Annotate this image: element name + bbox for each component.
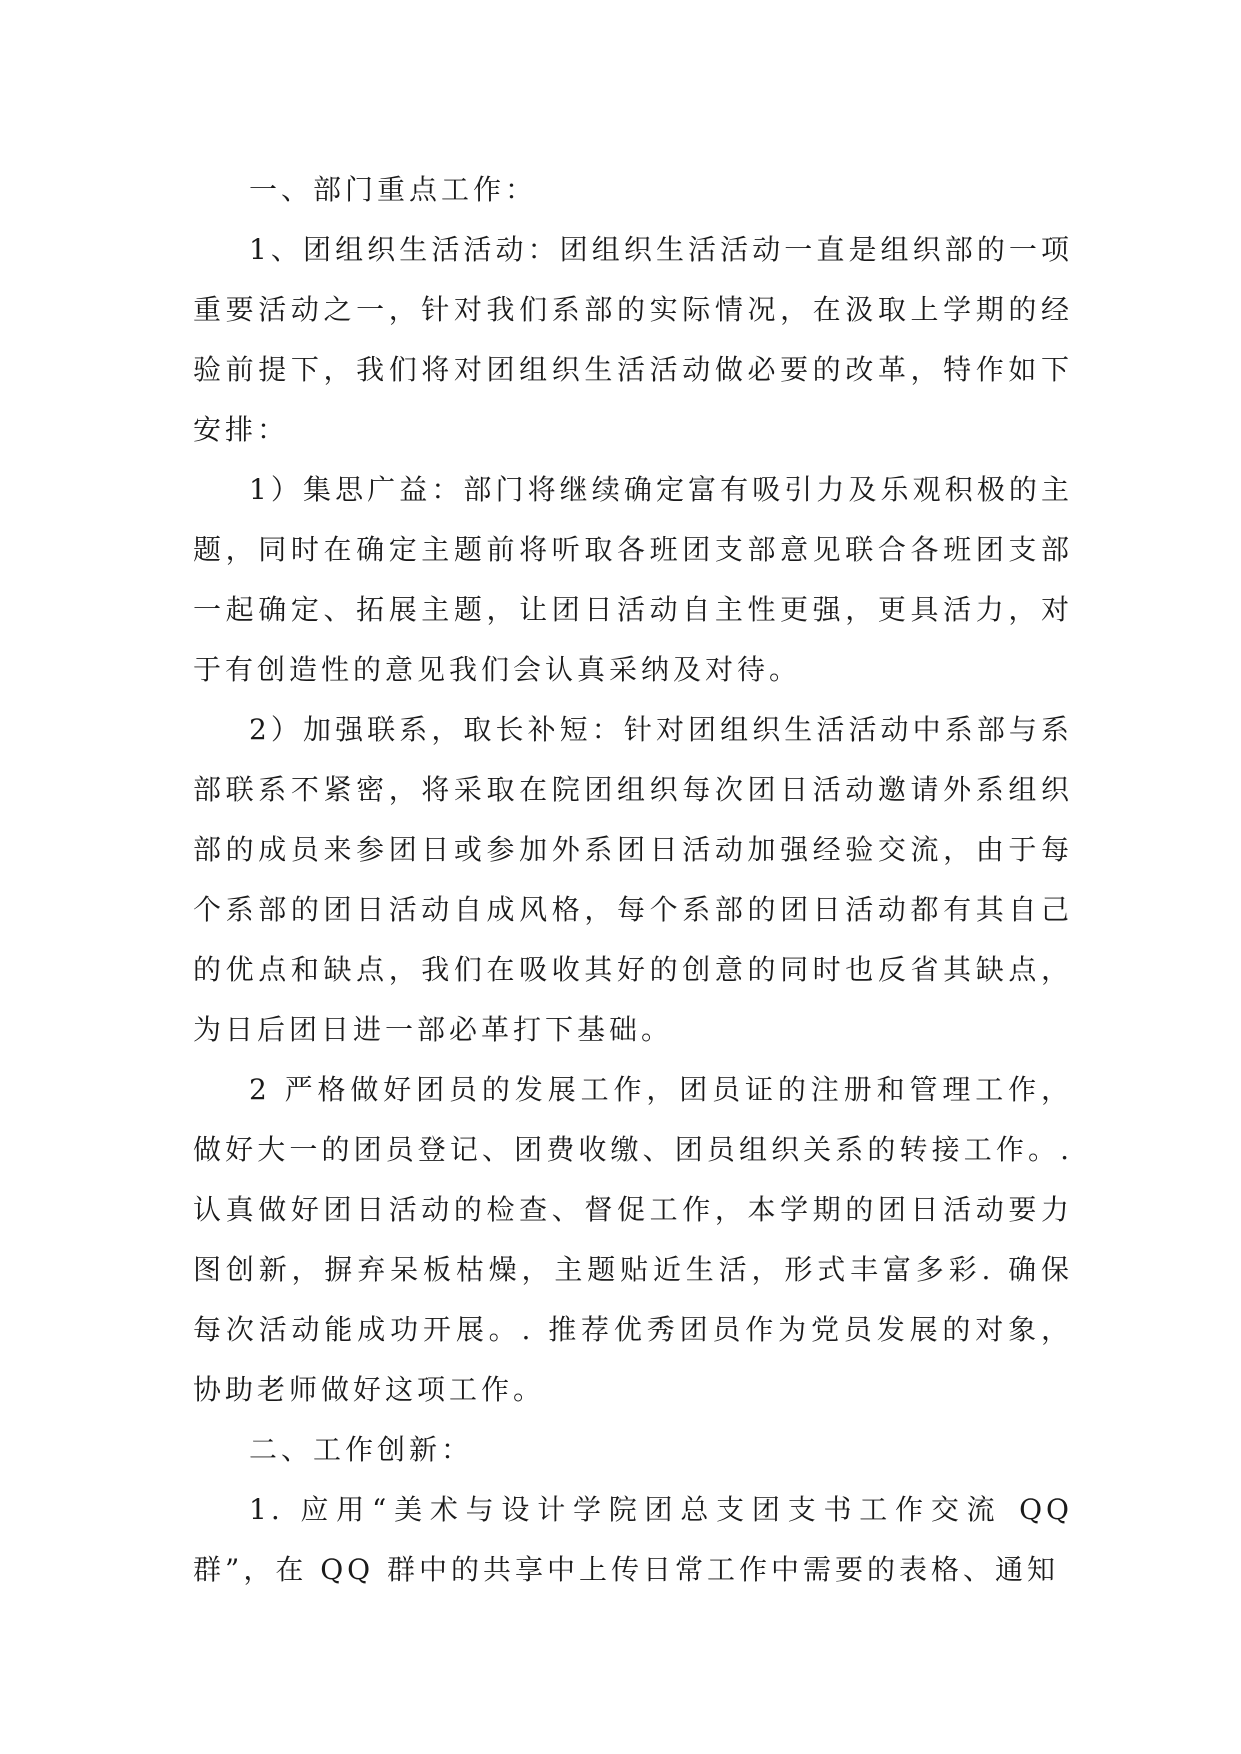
paragraph-strengthen-contact: 2）加强联系，取长补短：针对团组织生活活动中系部与系部联系不紧密，将采取在院团组织每次团日活动邀请外系组织部的成员来参团日或参加外系团日活动加强经验交流，由于每个系部的团日活动自成风格，每个系部的团日活动都有其自己的优点和缺点，我们在吸收其好的创意的同时也反省其缺点，为日后团日进一部必革打下基础。	[193, 713, 1073, 1046]
document-body	[193, 160, 1073, 1600]
section-heading-2: 二、工作创新：	[249, 1433, 474, 1466]
paragraph-member-development: 2 严格做好团员的发展工作，团员证的注册和管理工作，做好大一的团员登记、团费收缴、团员组织关系的转接工作。. 认真做好团日活动的检查、督促工作，本学期的团日活动要力图创新，摒弃呆板枯燥，主题贴近生活，形式丰富多彩. 确保每次活动能成功开展。. 推荐优秀团员作为党员发展的对象，协助老师做好这项工作。	[193, 1073, 1073, 1406]
paragraph-team-life-activity: 1、团组织生活活动：团组织生活活动一直是组织部的一项重要活动之一，针对我们系部的实际情况，在汲取上学期的经验前提下，我们将对团组织生活活动做必要的改革，特作如下安排：	[193, 233, 1073, 446]
section-heading-1: 一、部门重点工作：	[249, 173, 538, 206]
paragraph-qq-group: 1. 应用“美术与设计学院团总支团支书工作交流 QQ 群”，在 QQ 群中的共享中上传日常工作中需要的表格、通知	[193, 1493, 1073, 1586]
paragraph-brainstorming: 1）集思广益：部门将继续确定富有吸引力及乐观积极的主题，同时在确定主题前将听取各班团支部意见联合各班团支部一起确定、拓展主题，让团日活动自主性更强，更具活力，对于有创造性的意见我们会认真采纳及对待。	[193, 473, 1073, 686]
